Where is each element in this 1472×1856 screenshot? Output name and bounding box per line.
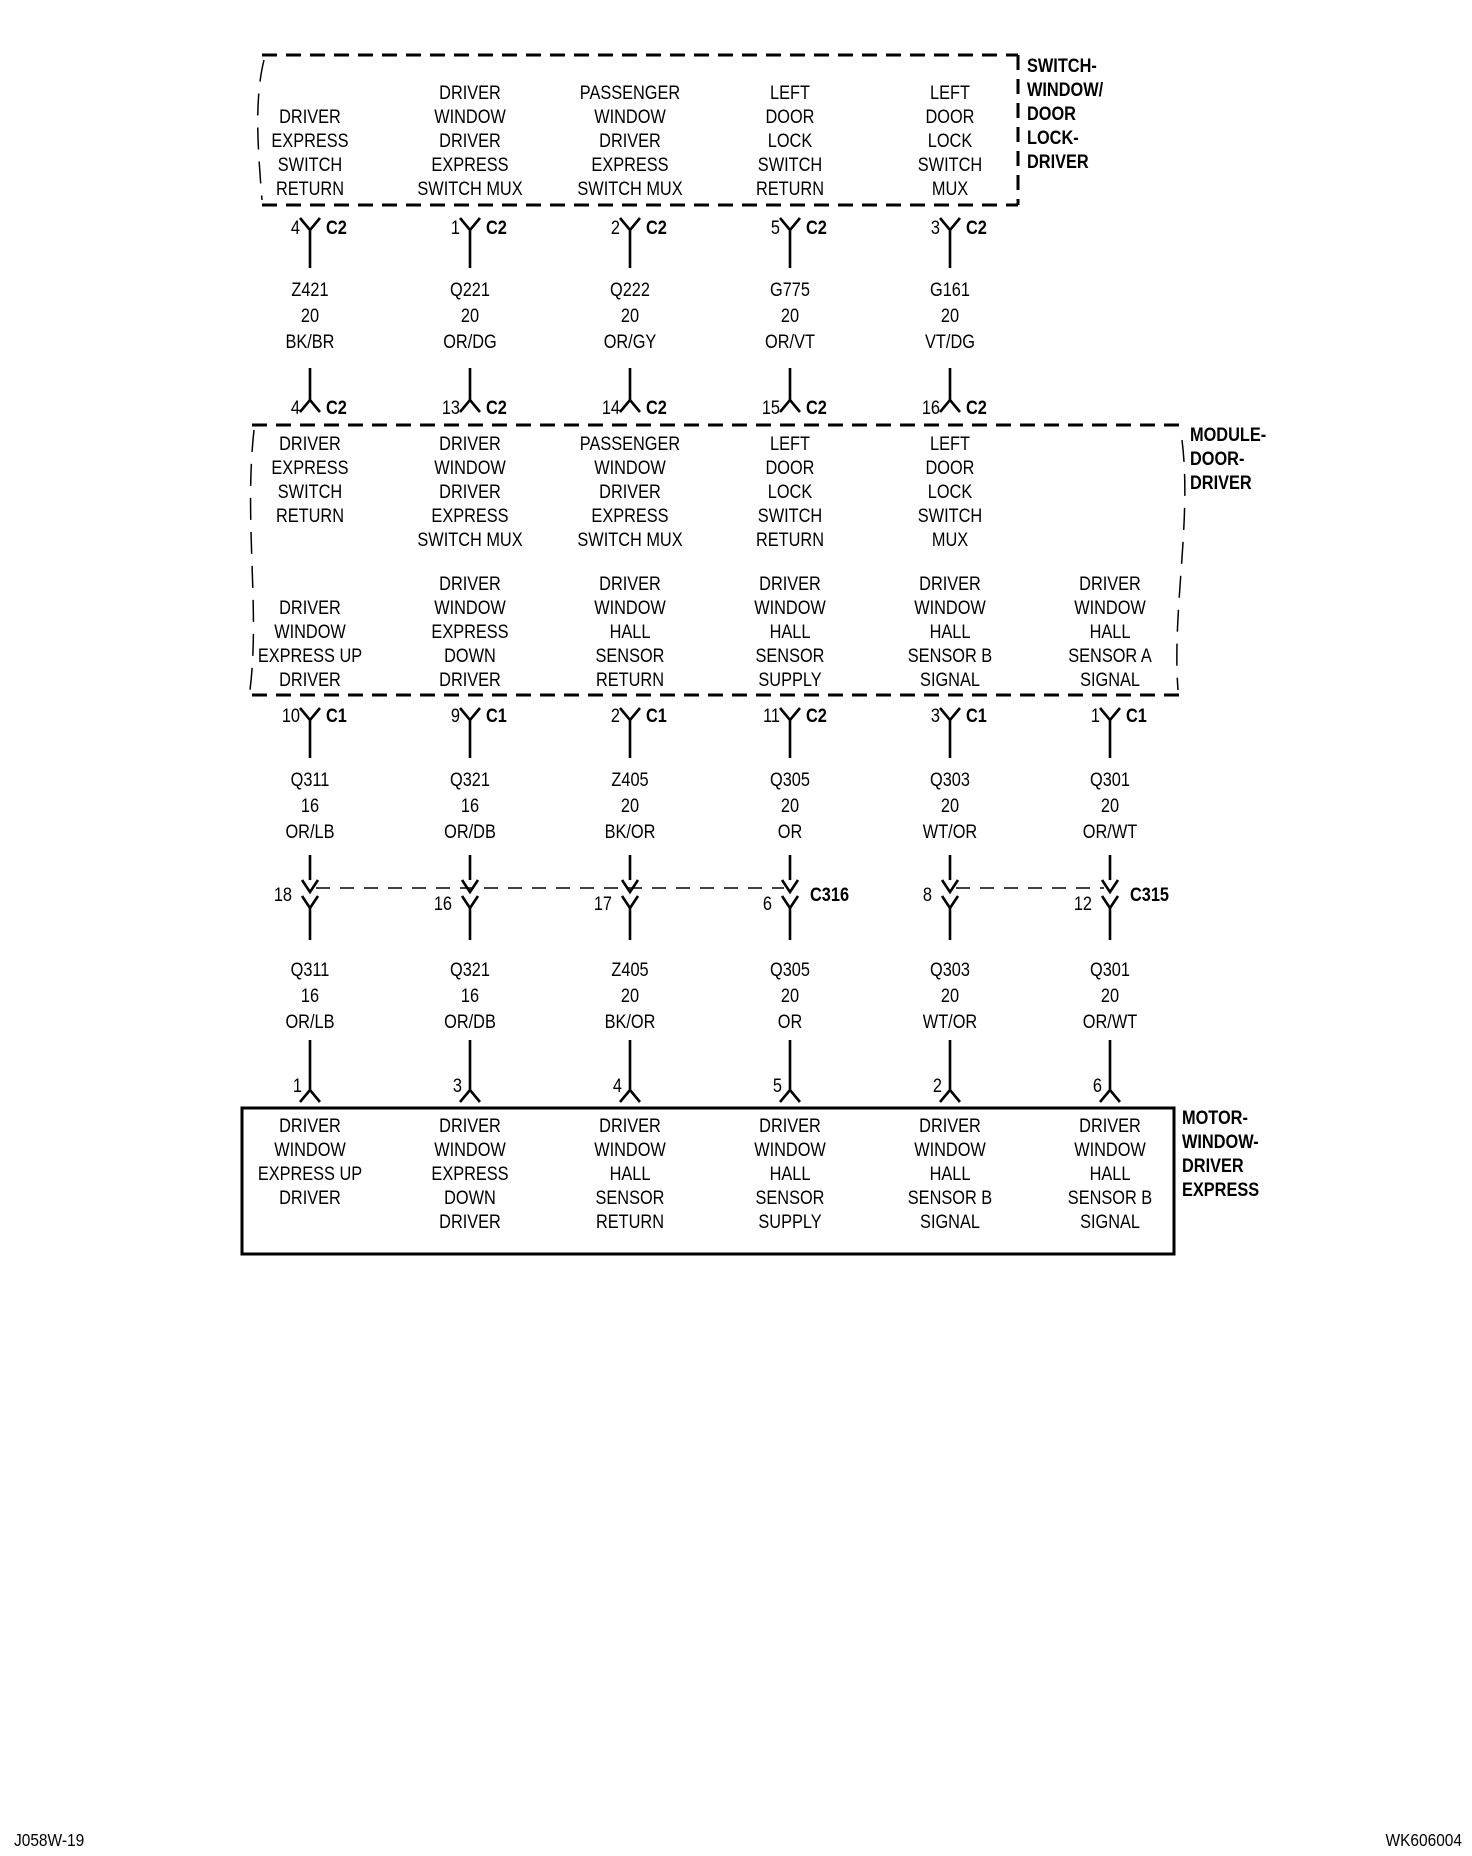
module-pin-label-line: SENSOR A bbox=[1068, 644, 1152, 667]
pin-number: 13 bbox=[441, 396, 461, 419]
motor-pin-label-line: SIGNAL bbox=[920, 1210, 980, 1233]
wire-gauge: 20 bbox=[620, 794, 640, 817]
circuit-wire bbox=[780, 1040, 800, 1102]
wire-circuit-code: Q311 bbox=[290, 958, 330, 981]
pin-number: 3 bbox=[452, 1074, 463, 1097]
motor-pin-label-line: DOWN bbox=[444, 1186, 496, 1209]
switch-pin-label-line: SWITCH bbox=[757, 153, 823, 176]
wire-gauge: 20 bbox=[780, 794, 800, 817]
module-pin-label-line: HALL bbox=[1089, 620, 1131, 643]
module-pin-label-line: WINDOW bbox=[594, 456, 666, 479]
switch-pin-label-line: DOOR bbox=[765, 105, 815, 128]
module-pin-label-line: DRIVER bbox=[919, 572, 981, 595]
module-pin-label-line: LEFT bbox=[770, 432, 810, 455]
connector-id: C2 bbox=[326, 216, 347, 239]
inline-pin-number: 12 bbox=[1073, 892, 1092, 915]
inline-connector-terminal bbox=[462, 855, 478, 940]
motor-name-line: DRIVER bbox=[1182, 1154, 1244, 1177]
wire-gauge: 20 bbox=[940, 794, 960, 817]
pin-number: 3 bbox=[930, 704, 941, 727]
module-pin-label-line: HALL bbox=[769, 620, 811, 643]
pin-number: 10 bbox=[281, 704, 301, 727]
wire-color: BK/OR bbox=[604, 820, 656, 843]
motor-pin-label-line: DRIVER bbox=[759, 1114, 821, 1137]
module-pin-label-line: DRIVER bbox=[279, 432, 341, 455]
motor-pin-label-line: WINDOW bbox=[754, 1138, 826, 1161]
module-name-line: MODULE- bbox=[1190, 423, 1267, 446]
module-pin-label-line: SIGNAL bbox=[920, 668, 980, 691]
switch-pin-label-line: SWITCH bbox=[917, 153, 983, 176]
module-pin-label-line: WINDOW bbox=[434, 456, 506, 479]
wire-circuit-code: Q301 bbox=[1090, 958, 1130, 981]
module-lower-pin-labels bbox=[258, 573, 1152, 690]
motor-name-line: WINDOW- bbox=[1182, 1130, 1259, 1153]
module-pin-label-line: LOCK bbox=[767, 480, 813, 503]
wire-circuit-code: Q222 bbox=[610, 278, 650, 301]
connector-id: C2 bbox=[965, 216, 987, 239]
motor-pin-label-line: SIGNAL bbox=[1080, 1210, 1140, 1233]
switch-name-line: LOCK- bbox=[1027, 126, 1079, 149]
inline-pin-number: 6 bbox=[762, 892, 773, 915]
wire-color: OR/GY bbox=[603, 330, 657, 353]
figure-code-right: WK606004 bbox=[1385, 1829, 1462, 1851]
module-pin-label-line: DRIVER bbox=[439, 432, 501, 455]
module-pin-label-line: SENSOR B bbox=[907, 644, 993, 667]
wire-color: OR/DB bbox=[444, 1010, 496, 1033]
upper-circuit-labels bbox=[285, 217, 987, 418]
module-pin-label-line: SWITCH bbox=[757, 504, 823, 527]
pin-number: 16 bbox=[921, 396, 941, 419]
circuit-wire bbox=[300, 1040, 320, 1102]
module-pin-label-line: DRIVER bbox=[1079, 572, 1141, 595]
switch-name-line: DRIVER bbox=[1027, 150, 1089, 173]
connector-id: C2 bbox=[806, 216, 827, 239]
wire-color: OR/LB bbox=[285, 1010, 335, 1033]
wire-gauge: 20 bbox=[460, 304, 480, 327]
connector-id: C2 bbox=[485, 396, 507, 419]
switch-name-line: WINDOW/ bbox=[1027, 78, 1104, 101]
motor-pin-label-line: WINDOW bbox=[434, 1138, 506, 1161]
motor-pin-label-line: WINDOW bbox=[274, 1138, 346, 1161]
motor-pin-label-line: HALL bbox=[1089, 1162, 1131, 1185]
module-pin-label-line: SWITCH MUX bbox=[417, 528, 523, 551]
pin-number: 5 bbox=[770, 216, 781, 239]
wire-gauge: 16 bbox=[460, 984, 480, 1007]
module-pin-label-line: LOCK bbox=[927, 480, 973, 503]
switch-pin-label-line: SWITCH MUX bbox=[417, 177, 523, 200]
wire-circuit-code: Q305 bbox=[770, 958, 810, 981]
wire-gauge: 20 bbox=[780, 304, 800, 327]
wire-color: OR/DG bbox=[443, 330, 497, 353]
inline-connector-terminal bbox=[782, 855, 798, 940]
module-pin-label-line: WINDOW bbox=[754, 596, 826, 619]
switch-pin-label-line: LEFT bbox=[930, 81, 970, 104]
switch-pin-label-line: MUX bbox=[931, 177, 969, 200]
module-pin-label-line: DRIVER bbox=[599, 480, 661, 503]
connector-id: C2 bbox=[806, 704, 827, 727]
motor-pin-label-line: DRIVER bbox=[439, 1114, 501, 1137]
module-pin-label-line: SIGNAL bbox=[1080, 668, 1140, 691]
module-pin-label-line: RETURN bbox=[755, 528, 825, 551]
wire-circuit-code: Q305 bbox=[770, 768, 810, 791]
inline-pin-number: 16 bbox=[433, 892, 453, 915]
circuit-wire bbox=[300, 708, 320, 758]
module-pin-label-line: RETURN bbox=[275, 504, 345, 527]
connector-id: C1 bbox=[326, 704, 347, 727]
module-pin-label-line: SWITCH bbox=[277, 480, 343, 503]
module-pin-label-line: DOOR bbox=[765, 456, 815, 479]
wire-circuit-code: Q311 bbox=[290, 768, 330, 791]
motor-pin-label-line: DRIVER bbox=[439, 1210, 501, 1233]
lower-circuit-wires bbox=[300, 708, 1120, 1102]
wire-gauge: 20 bbox=[1100, 794, 1120, 817]
connector-id: C2 bbox=[645, 396, 667, 419]
circuit-wire bbox=[940, 1040, 960, 1102]
motor-pin-label-line: HALL bbox=[609, 1162, 651, 1185]
module-pin-label-line: EXPRESS bbox=[271, 456, 349, 479]
switch-pin-label-line: EXPRESS bbox=[271, 129, 349, 152]
motor-pin-label-line: WINDOW bbox=[914, 1138, 986, 1161]
wire-color: OR/VT bbox=[765, 330, 815, 353]
pin-number: 1 bbox=[1090, 704, 1100, 727]
wire-color: OR/WT bbox=[1082, 1010, 1138, 1033]
pin-number: 3 bbox=[930, 216, 941, 239]
switch-pin-labels bbox=[271, 82, 982, 199]
circuit-wire bbox=[620, 1040, 640, 1102]
motor-pin-label-line: HALL bbox=[929, 1162, 971, 1185]
motor-pin-label-line: DRIVER bbox=[279, 1114, 341, 1137]
circuit-wire bbox=[1100, 708, 1120, 758]
module-pin-label-line: HALL bbox=[929, 620, 971, 643]
circuit-wire bbox=[1100, 1040, 1120, 1102]
inline-pin-number: 18 bbox=[273, 883, 293, 906]
switch-pin-label-line: DRIVER bbox=[439, 129, 501, 152]
wire-gauge: 20 bbox=[780, 984, 800, 1007]
wire-circuit-code: G775 bbox=[770, 278, 810, 301]
wire-circuit-code: G161 bbox=[930, 278, 970, 301]
wire-color: OR bbox=[777, 1010, 803, 1033]
module-pin-label-line: LEFT bbox=[930, 432, 970, 455]
circuit-wire bbox=[620, 708, 640, 758]
module-pin-label-line: SENSOR bbox=[755, 644, 825, 667]
inline-connector-terminal bbox=[302, 855, 318, 940]
module-pin-label-line: RETURN bbox=[595, 668, 665, 691]
switch-pin-label-line: EXPRESS bbox=[591, 153, 669, 176]
module-pin-label-line: DRIVER bbox=[439, 480, 501, 503]
connector-id: C1 bbox=[1126, 704, 1147, 727]
switch-pin-label-line: SWITCH bbox=[277, 153, 343, 176]
circuit-wire bbox=[460, 708, 480, 758]
pin-number: 1 bbox=[292, 1074, 302, 1097]
switch-pin-label-line: DRIVER bbox=[279, 105, 341, 128]
switch-window-door-lock-driver-name bbox=[1027, 55, 1103, 172]
module-pin-label-line: SWITCH MUX bbox=[577, 528, 683, 551]
module-pin-label-line: WINDOW bbox=[594, 596, 666, 619]
module-name-line: DRIVER bbox=[1190, 471, 1252, 494]
module-pin-label-line: DRIVER bbox=[439, 572, 501, 595]
wire-circuit-code: Z405 bbox=[611, 768, 649, 791]
wire-circuit-code: Z421 bbox=[291, 278, 329, 301]
switch-pin-label-line: DRIVER bbox=[599, 129, 661, 152]
switch-pin-label-line: DRIVER bbox=[439, 81, 501, 104]
motor-pin-label-line: DRIVER bbox=[599, 1114, 661, 1137]
inline-pin-number: 17 bbox=[593, 892, 612, 915]
wire-circuit-code: Q321 bbox=[450, 958, 490, 981]
wire-circuit-code: Q321 bbox=[450, 768, 490, 791]
inline-pin-number: 8 bbox=[922, 883, 933, 906]
motor-pin-labels bbox=[258, 1115, 1152, 1232]
module-door-driver-outline bbox=[250, 425, 1185, 695]
module-pin-label-line: DOWN bbox=[444, 644, 496, 667]
module-pin-label-line: EXPRESS bbox=[431, 504, 509, 527]
pin-number: 2 bbox=[932, 1074, 942, 1097]
connector-id: C1 bbox=[965, 704, 987, 727]
module-door-driver-name bbox=[1190, 424, 1266, 493]
module-pin-label-line: DOOR bbox=[925, 456, 975, 479]
motor-pin-label-line: SUPPLY bbox=[758, 1210, 822, 1233]
wire-color: OR bbox=[777, 820, 803, 843]
wire-gauge: 20 bbox=[300, 304, 320, 327]
connector-id: C1 bbox=[645, 704, 667, 727]
pin-number: 2 bbox=[610, 704, 620, 727]
connector-id: C1 bbox=[485, 704, 507, 727]
module-pin-label-line: DRIVER bbox=[599, 572, 661, 595]
switch-pin-label-line: SWITCH MUX bbox=[577, 177, 683, 200]
wire-circuit-code: Z405 bbox=[611, 958, 649, 981]
switch-pin-label-line: WINDOW bbox=[594, 105, 666, 128]
connector-id: C2 bbox=[645, 216, 667, 239]
module-pin-label-line: HALL bbox=[609, 620, 651, 643]
motor-window-driver-express-name bbox=[1182, 1107, 1259, 1200]
wire-gauge: 16 bbox=[460, 794, 480, 817]
switch-pin-label-line: EXPRESS bbox=[431, 153, 509, 176]
pin-number: 4 bbox=[290, 396, 301, 419]
wire-color: BK/OR bbox=[604, 1010, 656, 1033]
connector-id: C2 bbox=[965, 396, 987, 419]
switch-pin-label-line: WINDOW bbox=[434, 105, 506, 128]
pin-number: 15 bbox=[761, 396, 781, 419]
wire-color: WT/OR bbox=[922, 820, 978, 843]
module-pin-label-line: DRIVER bbox=[439, 668, 501, 691]
connector-c315-label: C315 bbox=[1129, 883, 1170, 906]
pin-number: 1 bbox=[450, 216, 460, 239]
wire-color: OR/DB bbox=[444, 820, 496, 843]
motor-pin-label-line: RETURN bbox=[595, 1210, 665, 1233]
module-pin-label-line: WINDOW bbox=[274, 620, 346, 643]
connector-id: C2 bbox=[485, 216, 507, 239]
motor-pin-label-line: EXPRESS UP bbox=[257, 1162, 363, 1185]
module-pin-label-line: MUX bbox=[931, 528, 969, 551]
module-pin-label-line: WINDOW bbox=[434, 596, 506, 619]
pin-number: 14 bbox=[601, 396, 621, 419]
switch-pin-label-line: LOCK bbox=[927, 129, 973, 152]
module-pin-label-line: SENSOR bbox=[595, 644, 665, 667]
module-upper-pin-labels bbox=[271, 433, 982, 550]
motor-pin-label-line: EXPRESS bbox=[431, 1162, 509, 1185]
module-pin-label-line: WINDOW bbox=[1074, 596, 1146, 619]
switch-pin-label-line: RETURN bbox=[755, 177, 825, 200]
module-pin-label-line: WINDOW bbox=[914, 596, 986, 619]
motor-pin-label-line: SENSOR bbox=[755, 1186, 825, 1209]
motor-pin-label-line: SENSOR B bbox=[1067, 1186, 1153, 1209]
motor-name-line: EXPRESS bbox=[1182, 1178, 1260, 1201]
motor-pin-label-line: SENSOR bbox=[595, 1186, 665, 1209]
wire-color: VT/DG bbox=[925, 330, 975, 353]
wire-gauge: 20 bbox=[940, 984, 960, 1007]
pin-number: 5 bbox=[772, 1074, 783, 1097]
switch-name-line: SWITCH- bbox=[1027, 54, 1097, 77]
wire-gauge: 20 bbox=[940, 304, 960, 327]
wire-gauge: 20 bbox=[1100, 984, 1120, 1007]
switch-pin-label-line: DOOR bbox=[925, 105, 975, 128]
motor-window-driver-express-outline bbox=[242, 1108, 1174, 1254]
module-pin-label-line: DRIVER bbox=[279, 668, 341, 691]
pin-number: 6 bbox=[1092, 1074, 1103, 1097]
wire-color: OR/LB bbox=[285, 820, 335, 843]
motor-pin-label-line: SENSOR B bbox=[907, 1186, 993, 1209]
wire-color: WT/OR bbox=[922, 1010, 978, 1033]
connector-c316-label: C316 bbox=[810, 883, 850, 906]
inline-connector-terminal bbox=[1102, 855, 1118, 940]
connector-id: C2 bbox=[326, 396, 347, 419]
lower-circuit-labels bbox=[274, 705, 1169, 1096]
module-pin-label-line: PASSENGER bbox=[579, 432, 681, 455]
module-pin-label-line: EXPRESS bbox=[431, 620, 509, 643]
module-pin-label-line: SWITCH bbox=[917, 504, 983, 527]
wire-gauge: 16 bbox=[300, 794, 320, 817]
motor-pin-label-line: DRIVER bbox=[279, 1186, 341, 1209]
switch-pin-label-line: LEFT bbox=[770, 81, 810, 104]
pin-number: 9 bbox=[450, 704, 460, 727]
motor-pin-label-line: DRIVER bbox=[1079, 1114, 1141, 1137]
inline-connector-terminal bbox=[942, 855, 958, 940]
wire-circuit-code: Q221 bbox=[450, 278, 490, 301]
module-pin-label-line: SUPPLY bbox=[758, 668, 822, 691]
motor-pin-label-line: WINDOW bbox=[594, 1138, 666, 1161]
module-pin-label-line: DRIVER bbox=[279, 596, 341, 619]
wire-gauge: 16 bbox=[300, 984, 320, 1007]
motor-pin-label-line: HALL bbox=[769, 1162, 811, 1185]
motor-name-line: MOTOR- bbox=[1182, 1106, 1248, 1129]
switch-name-line: DOOR bbox=[1027, 102, 1076, 125]
circuit-wire bbox=[780, 708, 800, 758]
module-pin-label-line: EXPRESS bbox=[591, 504, 669, 527]
circuit-wire bbox=[460, 1040, 480, 1102]
connector-id: C2 bbox=[806, 396, 827, 419]
wire-circuit-code: Q301 bbox=[1090, 768, 1130, 791]
pin-number: 11 bbox=[763, 704, 780, 727]
switch-pin-label-line: LOCK bbox=[767, 129, 813, 152]
wire-circuit-code: Q303 bbox=[930, 958, 970, 981]
inline-connector-terminal bbox=[622, 855, 638, 940]
module-pin-label-line: DRIVER bbox=[759, 572, 821, 595]
wire-gauge: 20 bbox=[620, 304, 640, 327]
module-name-line: DOOR- bbox=[1190, 447, 1245, 470]
wire-circuit-code: Q303 bbox=[930, 768, 970, 791]
switch-pin-label-line: RETURN bbox=[275, 177, 345, 200]
wire-color: BK/BR bbox=[285, 330, 335, 353]
pin-number: 4 bbox=[290, 216, 301, 239]
wire-gauge: 20 bbox=[620, 984, 640, 1007]
switch-pin-label-line: PASSENGER bbox=[579, 81, 681, 104]
module-pin-label-line: EXPRESS UP bbox=[257, 644, 363, 667]
motor-pin-label-line: DRIVER bbox=[919, 1114, 981, 1137]
wire-color: OR/WT bbox=[1082, 820, 1138, 843]
motor-pin-label-line: WINDOW bbox=[1074, 1138, 1146, 1161]
circuit-wire bbox=[940, 708, 960, 758]
pin-number: 2 bbox=[610, 216, 620, 239]
pin-number: 4 bbox=[612, 1074, 623, 1097]
figure-code-left: J058W-19 bbox=[14, 1829, 85, 1851]
